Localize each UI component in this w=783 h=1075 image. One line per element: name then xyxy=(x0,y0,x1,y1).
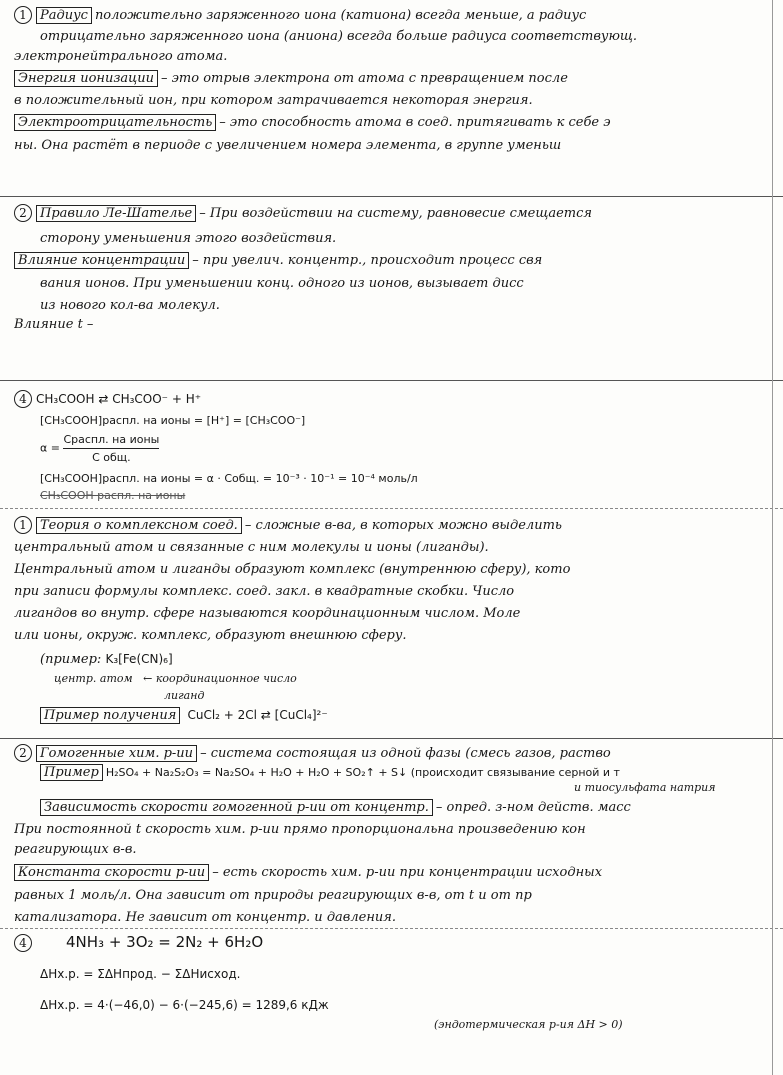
line: равных 1 моль/л. Она зависит от природы реагирующих в-в, от t и от пр xyxy=(14,888,532,903)
block-acetic-acid xyxy=(14,390,772,504)
line: (эндотермическая р-ия ΔH > 0) xyxy=(434,1018,623,1031)
term-example-preparation: Пример получения xyxy=(40,707,180,724)
line: отрицательно заряженного иона (аниона) всегда больше радиуса соответствующ. xyxy=(40,29,638,44)
term-concentration-influence: Влияние концентрации xyxy=(14,252,189,269)
item-number: 2 xyxy=(14,744,32,762)
term-ionization-energy: Энергия ионизации xyxy=(14,70,158,87)
text: – система состоящая из одной фазы (смесь газов, раство xyxy=(200,746,611,761)
block-homogeneous-reactions xyxy=(14,744,772,926)
divider xyxy=(0,196,783,197)
text: – опред. з-ном действ. масс xyxy=(435,800,631,815)
line: лигандов во внутр. сфере называются координационным числом. Моле xyxy=(14,606,521,621)
block-le-chatelier xyxy=(14,204,772,333)
line: сторону уменьшения этого воздействия. xyxy=(40,231,337,246)
block-ammonia-enthalpy xyxy=(14,934,772,1033)
line: реагирующих в-в. xyxy=(14,842,137,857)
equation: CuCl₂ + 2Cl ⇄ [CuCl₄]²⁻ xyxy=(187,708,328,722)
block-atomic-properties xyxy=(14,6,772,154)
text: – есть скорость хим. р-ии при концентрации исходных xyxy=(212,865,603,880)
equation: 4NH₃ + 3O₂ = 2N₂ + 6H₂O xyxy=(66,934,264,951)
fraction-numerator: Сраспл. на ионы xyxy=(63,431,159,449)
term-electronegativity: Электроотрицательность xyxy=(14,114,216,131)
line: ны. Она растёт в периоде с увеличением номера элемента, в группе уменьш xyxy=(14,138,562,153)
line: Центральный атом и лиганды образуют комплекс (внутреннюю сферу), кото xyxy=(14,562,571,577)
item-number: 1 xyxy=(14,516,32,534)
divider xyxy=(0,738,783,739)
alpha-lhs: α = xyxy=(40,441,60,455)
text: положительно заряженного иона (катиона) всегда меньше, а радиус xyxy=(94,8,587,23)
line xyxy=(14,252,772,269)
equation: H₂SO₄ + Na₂S₂O₃ = Na₂SO₄ + H₂O + H₂O + SO₂↑ + S↓ (происходит связывание серной и т xyxy=(105,766,620,779)
text: – при увелич. концентр., происходит процесс свя xyxy=(192,253,543,268)
line xyxy=(14,934,772,952)
item-number: 2 xyxy=(14,204,32,222)
example-formula: K₃[Fe(CN)₆] xyxy=(105,652,173,666)
term-example: Пример xyxy=(40,764,103,781)
line xyxy=(14,744,772,762)
line: катализатора. Не зависит от концентр. и давления. xyxy=(14,910,397,925)
line xyxy=(14,516,772,534)
term-le-chatelier: Правило Ле-Шателье xyxy=(36,205,196,222)
line xyxy=(14,6,772,24)
example-annotation xyxy=(14,670,772,687)
line: ΔHх.р. = ΣΔHпрод. − ΣΔHисход. xyxy=(40,967,241,981)
line: при записи формулы комплекс. соед. закл. в квадратные скобки. Число xyxy=(14,584,515,599)
line: центральный атом и связанные с ним молекулы и ионы (лиганды). xyxy=(14,540,489,555)
line: [CH₃COOH]распл. на ионы = α · Собщ. = 10⁻³ · 10⁻¹ = 10⁻⁴ моль/л xyxy=(40,472,418,485)
line: CH₃COOH распл. на ионы xyxy=(40,489,186,502)
line: или ионы, окруж. комплекс, образуют внешнюю сферу. xyxy=(14,628,407,643)
divider xyxy=(0,928,783,929)
term-homogeneous: Гомогенные хим. р-ии xyxy=(36,745,197,762)
text: – сложные в-ва, в которых можно выделить xyxy=(244,518,562,533)
term-radius: Радиус xyxy=(36,7,92,24)
line xyxy=(14,390,772,408)
line: электронейтрального атома. xyxy=(14,49,228,64)
fraction-denominator: С общ. xyxy=(92,451,131,464)
item-number: 1 xyxy=(14,6,32,24)
line: Влияние t – xyxy=(14,317,94,332)
page-edge xyxy=(772,0,773,1075)
coordination-number-label: ← координационное число xyxy=(143,672,297,685)
alpha-fraction xyxy=(14,431,772,466)
text: – это способность атома в соед. притягивать к себе э xyxy=(219,115,611,130)
example-line xyxy=(14,707,772,724)
example-line xyxy=(14,651,772,668)
line: из нового кол-ва молекул. xyxy=(40,298,220,313)
text: – При воздействии на систему, равновесие смещается xyxy=(199,206,592,221)
line: [CH₃COOH]распл. на ионы = [H⁺] = [CH₃COO⁻] xyxy=(40,414,306,427)
divider xyxy=(0,508,783,509)
equation: CH₃COOH ⇄ CH₃COO⁻ + H⁺ xyxy=(36,392,202,406)
line: ΔHх.р. = 4·(−46,0) − 6·(−245,6) = 1289,6 кДж xyxy=(40,998,329,1012)
item-number: 4 xyxy=(14,934,32,952)
line xyxy=(14,204,772,222)
line: При постоянной t скорость хим. р-ии прямо пропорциональна произведению кон xyxy=(14,822,586,837)
line xyxy=(14,114,772,131)
line xyxy=(14,864,772,881)
line xyxy=(14,70,772,87)
example-label: (пример: xyxy=(40,652,102,667)
item-number: 4 xyxy=(14,390,32,408)
block-complex-compounds xyxy=(14,516,772,724)
term-rate-dependence: Зависимость скорости гомогенной р-ии от концентр. xyxy=(40,799,433,816)
line: вания ионов. При уменьшении конц. одного из ионов, вызывает дисс xyxy=(40,276,524,291)
line: и тиосульфата натрия xyxy=(574,781,716,794)
ligand-label: лиганд xyxy=(164,689,205,702)
central-atom-label: центр. атом xyxy=(54,672,133,685)
text: – это отрыв электрона от атома с превращением после xyxy=(161,71,568,86)
line: в положительный ион, при котором затрачивается некоторая энергия. xyxy=(14,93,533,108)
term-rate-constant: Константа скорости р-ии xyxy=(14,864,209,881)
divider xyxy=(0,380,783,381)
line xyxy=(14,799,772,816)
term-complex-theory: Теория о комплексном соед. xyxy=(36,517,242,534)
